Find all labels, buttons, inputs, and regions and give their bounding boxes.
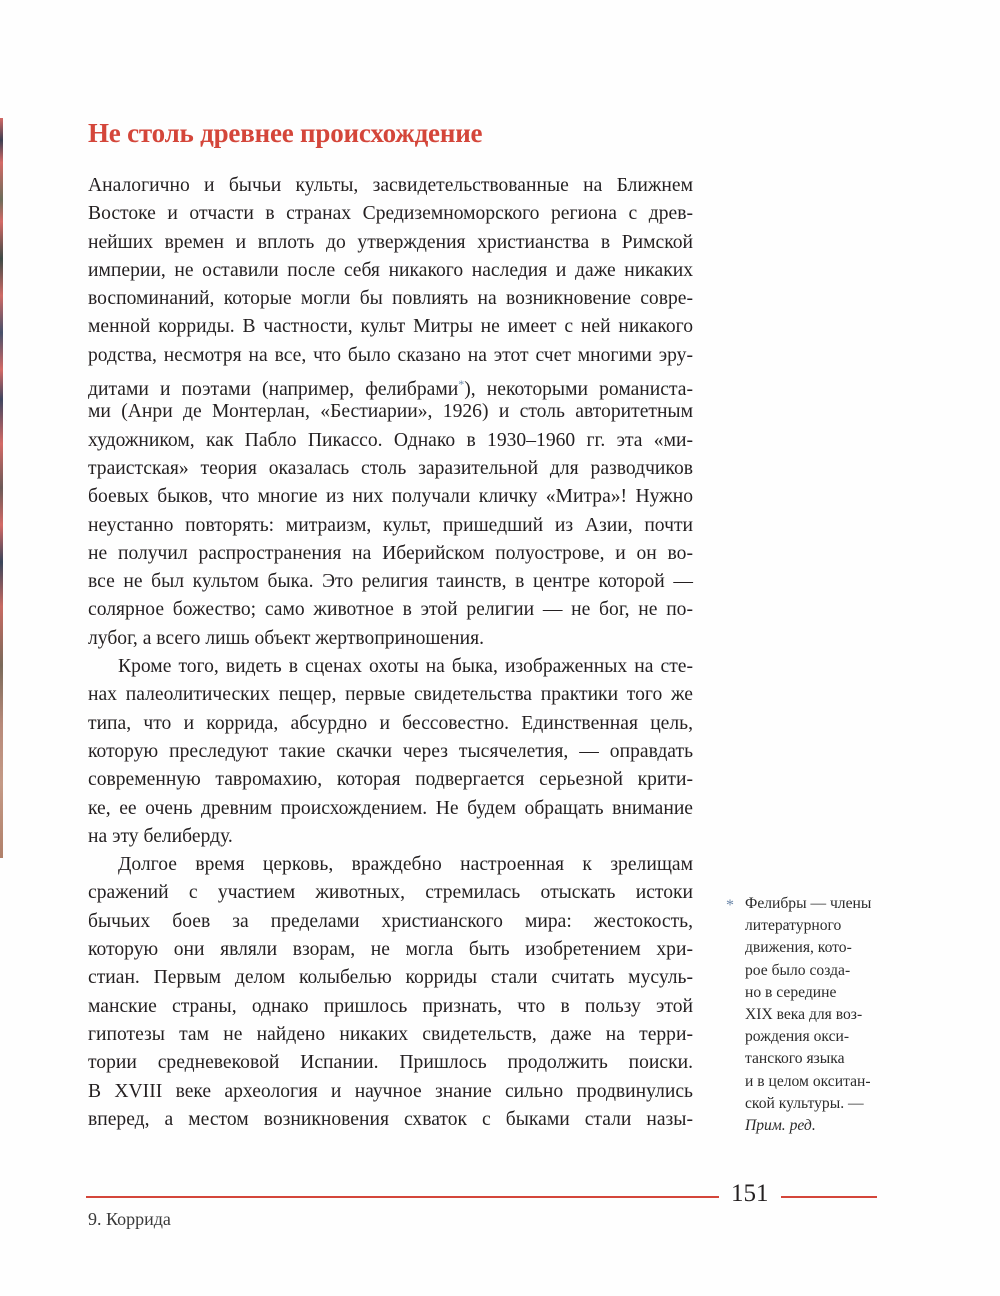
text-line: художником, как Пабло Пикассо. Однако в 1930–1960 гг. эта «ми- <box>88 429 693 451</box>
text-line: тории средневековой Испании. Пришлось продолжить поиски. <box>88 1052 693 1074</box>
text-line: ке, ее очень древним происхождением. Не будем обращать внимание <box>88 797 693 819</box>
text-line: Кроме того, видеть в сценах охоты на быка, изображенных на сте- <box>118 656 693 678</box>
text-fragment: дитами и поэтами (например, фелибрами <box>88 379 459 401</box>
footnote-marker: * <box>726 897 734 914</box>
sidenote-line: рое было созда- <box>745 961 851 979</box>
text-line: бычьих боев за пределами христианского мира: жестокость, <box>88 910 693 932</box>
page-edge-strip <box>0 118 3 858</box>
section-heading: Не столь древнее происхождение <box>88 118 483 148</box>
text-line: стиан. Первым делом колыбелью корриды стали считать мусуль- <box>88 967 693 989</box>
sidenote-line: Фелибры — члены <box>745 895 872 912</box>
text-line: гипотезы там не найдено никаких свидетельств, даже на терри- <box>88 1023 693 1045</box>
editor-note-attribution: Прим. ред. <box>745 1117 816 1135</box>
text-line: воспоминаний, которые могли бы повлиять на возникновение совре- <box>88 288 693 310</box>
text-line: Долгое время церковь, враждебно настроенная к зрелищам <box>118 854 693 876</box>
sidenote-line: рождения окси- <box>745 1028 850 1046</box>
body-text <box>88 172 693 1134</box>
text-line: менной корриды. В частности, культ Митры не имеет с ней никакого <box>88 316 693 338</box>
paragraph-2 <box>88 653 693 851</box>
sidenote-footnote <box>726 893 886 1137</box>
text-line: В XVIII веке археология и научное знание сильно продвинулись <box>88 1080 693 1102</box>
text-line: которую преследуют такие скачки через тысячелетия, — оправдать <box>88 740 693 762</box>
text-line: современную тавромахию, которая подвергается серьезной крити- <box>88 769 693 791</box>
sidenote-line: литературного <box>745 917 842 935</box>
text-line-with-footnote <box>88 370 693 401</box>
text-line: неустанно повторять: митраизм, культ, пришедший из Азии, почти <box>88 514 693 536</box>
text-line: ми (Анри де Монтерлан, «Бестиарии», 1926) и столь авторитетным <box>88 401 693 423</box>
text-line: лубог, а всего лишь объект жертвоприношения. <box>88 627 485 649</box>
text-line: манские страны, однако пришлось признать, что в пользу этой <box>88 995 693 1017</box>
text-line: все не был культом быка. Это религия таинств, в центре которой — <box>88 571 693 593</box>
text-line: Востоке и отчасти в странах Средиземноморского региона с древ- <box>88 203 693 225</box>
sidenote-line: ской культуры. — <box>745 1094 864 1112</box>
text-line: на эту белиберду. <box>88 825 233 847</box>
footer-rule-left <box>86 1196 719 1198</box>
running-footer-section: 9. Коррида <box>88 1209 171 1229</box>
sidenote-line: XIX века для воз- <box>745 1006 863 1024</box>
text-line: вперед, а местом возникновения схваток с быками стали назы- <box>88 1108 693 1130</box>
footer-rule-right <box>781 1196 877 1198</box>
sidenote-line: и в целом окситан- <box>745 1072 871 1090</box>
text-line: родства, несмотря на все, что было сказано на этот счет многими эру- <box>88 344 693 366</box>
page-number: 151 <box>731 1180 769 1207</box>
text-fragment: ), некоторыми романиста- <box>464 379 693 401</box>
text-line: траистская» теория оказалась столь заразительной для разводчиков <box>88 457 693 479</box>
sidenote-line: танского языка <box>745 1050 845 1068</box>
text-line: нейших времен и вплоть до утверждения христианства в Римской <box>88 231 693 253</box>
text-line: империи, не оставили после себя никакого наследия и даже никаких <box>88 259 693 281</box>
sidenote-line: движения, кото- <box>745 939 852 957</box>
text-line: нах палеолитических пещер, первые свидетельства практики того же <box>88 684 693 706</box>
paragraph-3 <box>88 851 693 1134</box>
sidenote-line: но в середине <box>745 983 837 1001</box>
paragraph-1 <box>88 172 693 653</box>
text-line: солярное божество; само животное в этой религии — не бог, не по- <box>88 599 693 621</box>
text-line: Аналогично и бычьи культы, засвидетельствованные на Ближнем <box>88 175 693 196</box>
text-line: не получил распространения на Иберийском полуострове, и он во- <box>88 542 693 564</box>
text-line: боевых быков, что многие из них получали кличку «Митра»! Нужно <box>88 486 693 508</box>
text-line: сражений с участием животных, стремилась отыскать истоки <box>88 882 693 904</box>
text-line: типа, что и коррида, абсурдно и бессовестно. Единственная цель, <box>88 712 693 734</box>
footnote-reference[interactable]: * <box>458 377 465 392</box>
text-line: которую они являли взорам, не могла быть изобретением хри- <box>88 939 693 961</box>
